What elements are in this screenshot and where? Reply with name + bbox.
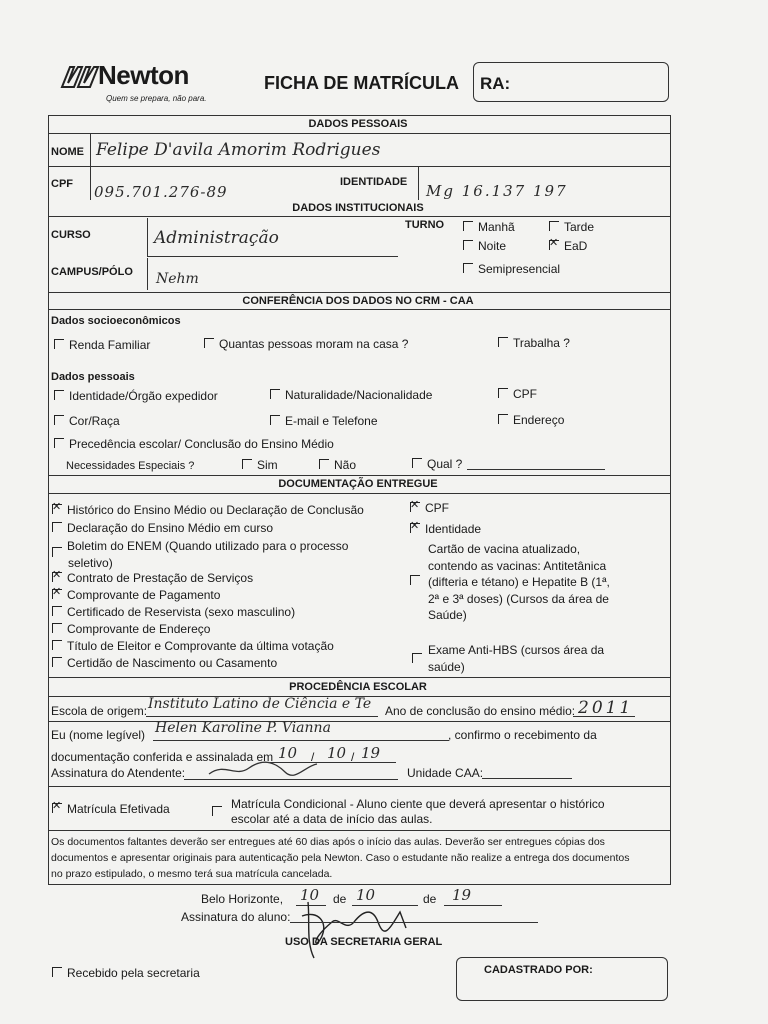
checkbox-icon — [52, 547, 62, 557]
cadastrado-label: CADASTRADO POR: — [484, 964, 593, 976]
check-pessoas-casa[interactable]: Quantas pessoas moram na casa ? — [204, 337, 408, 351]
doc-enem[interactable]: Boletim do ENEM (Quando utilizado para o processo — [52, 539, 348, 553]
cadastrado-box[interactable] — [456, 957, 668, 1001]
checkbox-icon — [270, 415, 280, 425]
check-sim[interactable]: Sim — [242, 458, 278, 472]
checkbox-icon — [204, 338, 214, 348]
newton-logo-icon — [58, 63, 100, 91]
doc-hbs[interactable] — [412, 652, 427, 666]
checkbox-icon — [410, 575, 420, 585]
checkbox-icon — [319, 459, 329, 469]
checkbox-icon — [212, 806, 222, 816]
checkbox-icon — [498, 337, 508, 347]
checkbox-icon — [52, 640, 62, 650]
check-endereco[interactable]: Endereço — [498, 413, 564, 427]
doc-enem-cont: seletivo) — [68, 556, 113, 570]
ano-label: Ano de conclusão do ensino médio: — [385, 704, 576, 718]
check-renda[interactable]: Renda Familiar — [54, 338, 150, 352]
section-dados-pessoais: DADOS PESSOAIS — [308, 118, 408, 130]
checkbox-icon — [463, 263, 473, 273]
nome-field[interactable]: Felipe D'avila Amorim Rodrigues — [96, 140, 381, 160]
assinatura-atendente-label: Assinatura do Atendente: — [51, 766, 186, 780]
eu-label: Eu (nome legível) — [51, 728, 146, 742]
confirmo-text: , confirmo o recebimento da — [448, 728, 597, 742]
eu-field[interactable]: Helen Karoline P. Vianna — [155, 720, 331, 736]
checkbox-icon — [52, 606, 62, 616]
checkbox-icon — [52, 657, 62, 667]
identidade-label: IDENTIDADE — [340, 176, 408, 188]
checked-checkbox-icon — [549, 240, 559, 250]
socio-title: Dados socioeconômicos — [51, 315, 181, 327]
condicional-line-2: escolar até a data de início das aulas. — [231, 812, 433, 826]
curso-label: CURSO — [51, 229, 91, 241]
condicional-line-1: Matrícula Condicional - Aluno ciente que deverá apresentar o histórico — [231, 797, 605, 811]
section-documentacao: DOCUMENTAÇÃO ENTREGUE — [278, 478, 438, 490]
checkbox-icon — [52, 967, 62, 977]
doc-declaracao[interactable]: Declaração do Ensino Médio em curso — [52, 521, 273, 535]
turno-semipresencial[interactable]: Semipresencial — [463, 262, 560, 276]
unidade-label: Unidade CAA: — [407, 766, 484, 780]
checked-checkbox-icon — [52, 504, 62, 514]
doc-titulo[interactable]: Título de Eleitor e Comprovante da última votação — [52, 639, 334, 653]
turno-noite[interactable]: Noite — [463, 239, 506, 253]
doc-contrato[interactable]: ✕Contrato de Prestação de Serviços — [52, 571, 253, 585]
checked-checkbox-icon — [52, 803, 62, 813]
ra-label: RA: — [480, 74, 511, 93]
checkbox-icon — [54, 390, 64, 400]
matricula-efetivada[interactable]: ✕Matrícula Efetivada — [52, 802, 170, 816]
section-crm: CONFERÊNCIA DOS DADOS NO CRM - CAA — [242, 295, 474, 307]
checked-checkbox-icon — [52, 572, 62, 582]
date-month[interactable]: 10 — [327, 744, 347, 762]
check-naturalidade[interactable]: Naturalidade/Nacionalidade — [270, 388, 432, 402]
cpf-label: CPF — [51, 178, 73, 190]
checkbox-icon — [498, 414, 508, 424]
brand-name: Newton — [98, 60, 189, 90]
footer-day[interactable]: 10 — [300, 886, 320, 904]
brand-tagline: Quem se prepara, não para. — [106, 94, 207, 103]
checkbox-icon — [463, 221, 473, 231]
checkbox-icon — [52, 522, 62, 532]
form-title: FICHA DE MATRÍCULA — [264, 73, 459, 93]
uso-secretaria: USO DA SECRETARIA GERAL — [285, 936, 443, 948]
matricula-condicional[interactable] — [212, 805, 227, 819]
pessoais-title: Dados pessoais — [51, 371, 135, 383]
check-precedencia[interactable]: Precedência escolar/ Conclusão do Ensino Médio — [54, 437, 334, 451]
turno-label: TURNO — [405, 219, 445, 231]
recebido-secretaria[interactable]: Recebido pela secretaria — [52, 966, 200, 980]
check-qual[interactable]: Qual ? — [412, 457, 462, 471]
checkbox-icon — [498, 388, 508, 398]
check-cor-raca[interactable]: Cor/Raça — [54, 414, 120, 428]
footer-year[interactable]: 19 — [452, 886, 472, 904]
doc-reservista[interactable]: Certificado de Reservista (sexo masculino) — [52, 605, 295, 619]
campus-label: CAMPUS/PÓLO — [51, 266, 133, 278]
doc-pagamento[interactable]: ✕Comprovante de Pagamento — [52, 588, 220, 602]
campus-field[interactable]: Nehm — [156, 271, 199, 287]
atendente-signature[interactable] — [185, 758, 385, 780]
check-trabalha[interactable]: Trabalha ? — [498, 336, 570, 350]
checkbox-icon — [242, 459, 252, 469]
nome-label: NOME — [51, 146, 84, 158]
curso-field[interactable]: Administração — [154, 228, 279, 248]
footer-de-1: de — [333, 892, 347, 906]
escola-field[interactable]: Instituto Latino de Ciência e Te — [148, 696, 372, 712]
section-procedencia: PROCEDÊNCIA ESCOLAR — [289, 681, 427, 693]
belo-horizonte-label: Belo Horizonte, — [201, 892, 284, 906]
vacina-text: Cartão de vacina atualizado, contendo as vacinas: Antitetânica (difteria e tétano) e Hepatite B (1ª, 2ª e 3ª doses) (Cursos da área de Saúde) — [428, 542, 610, 622]
necessidades-label: Necessidades Especiais ? — [66, 460, 195, 472]
hbs-text: Exame Anti-HBS (cursos área da saúde) — [428, 643, 605, 674]
doc-certidao[interactable]: Certidão de Nascimento ou Casamento — [52, 656, 277, 670]
doc-identidade[interactable]: ✕Identidade — [410, 522, 481, 536]
checkbox-icon — [463, 240, 473, 250]
ano-field[interactable]: 2011 — [578, 698, 634, 718]
checkbox-icon — [549, 221, 559, 231]
conferida-text: documentação conferida e assinalada em — [51, 750, 274, 764]
assinatura-aluno-label: Assinatura do aluno: — [181, 910, 291, 924]
checkbox-icon — [54, 339, 64, 349]
checkbox-icon — [412, 458, 422, 468]
checkbox-icon — [54, 415, 64, 425]
ra-box[interactable] — [473, 62, 669, 102]
signature-icon — [288, 892, 418, 962]
footer-month[interactable]: 10 — [356, 886, 376, 904]
checked-checkbox-icon — [410, 523, 420, 533]
identidade-field[interactable]: Mg 16.137 197 — [426, 182, 568, 200]
checkbox-icon — [52, 623, 62, 633]
date-day[interactable]: 10 — [278, 744, 298, 762]
check-identidade-orgao[interactable]: Identidade/Órgão expedidor — [54, 389, 218, 403]
turno-tarde[interactable]: Tarde — [549, 220, 594, 234]
section-dados-institucionais: DADOS INSTITUCIONAIS — [292, 202, 424, 214]
checked-checkbox-icon — [410, 502, 420, 512]
turno-manha[interactable]: Manhã — [463, 220, 515, 234]
checkbox-icon — [412, 653, 422, 663]
cpf-field[interactable]: 095.701.276-89 — [94, 183, 228, 201]
doc-cpf[interactable]: ✕CPF — [410, 501, 449, 515]
turno-ead[interactable]: ✕ EaD — [549, 239, 587, 253]
signature-icon — [205, 758, 325, 780]
checked-checkbox-icon — [52, 589, 62, 599]
doc-endereco[interactable]: Comprovante de Endereço — [52, 622, 210, 636]
checkbox-icon — [54, 438, 64, 448]
footer-de-2: de — [423, 892, 437, 906]
doc-historico[interactable]: ✕Histórico do Ensino Médio ou Declaração de Conclusão — [52, 503, 364, 517]
escola-label: Escola de origem: — [51, 704, 148, 718]
checkbox-icon — [270, 389, 280, 399]
notice-text: Os documentos faltantes deverão ser entregues até 60 dias após o início das aulas. Deverão ser entregues cópias dos documentos e apresentar originais para autenticação pela Newton. Caso o estudante não realize a entrega dos documentos no prazo estipulado, o mesmo terá sua matrícula cancelada. — [51, 836, 630, 880]
aluno-signature[interactable] — [288, 892, 418, 962]
doc-vacina[interactable] — [410, 574, 425, 588]
date-year[interactable]: 19 — [361, 744, 381, 762]
check-email-telefone[interactable]: E-mail e Telefone — [270, 414, 378, 428]
check-nao[interactable]: Não — [319, 458, 356, 472]
check-cpf[interactable]: CPF — [498, 387, 537, 401]
